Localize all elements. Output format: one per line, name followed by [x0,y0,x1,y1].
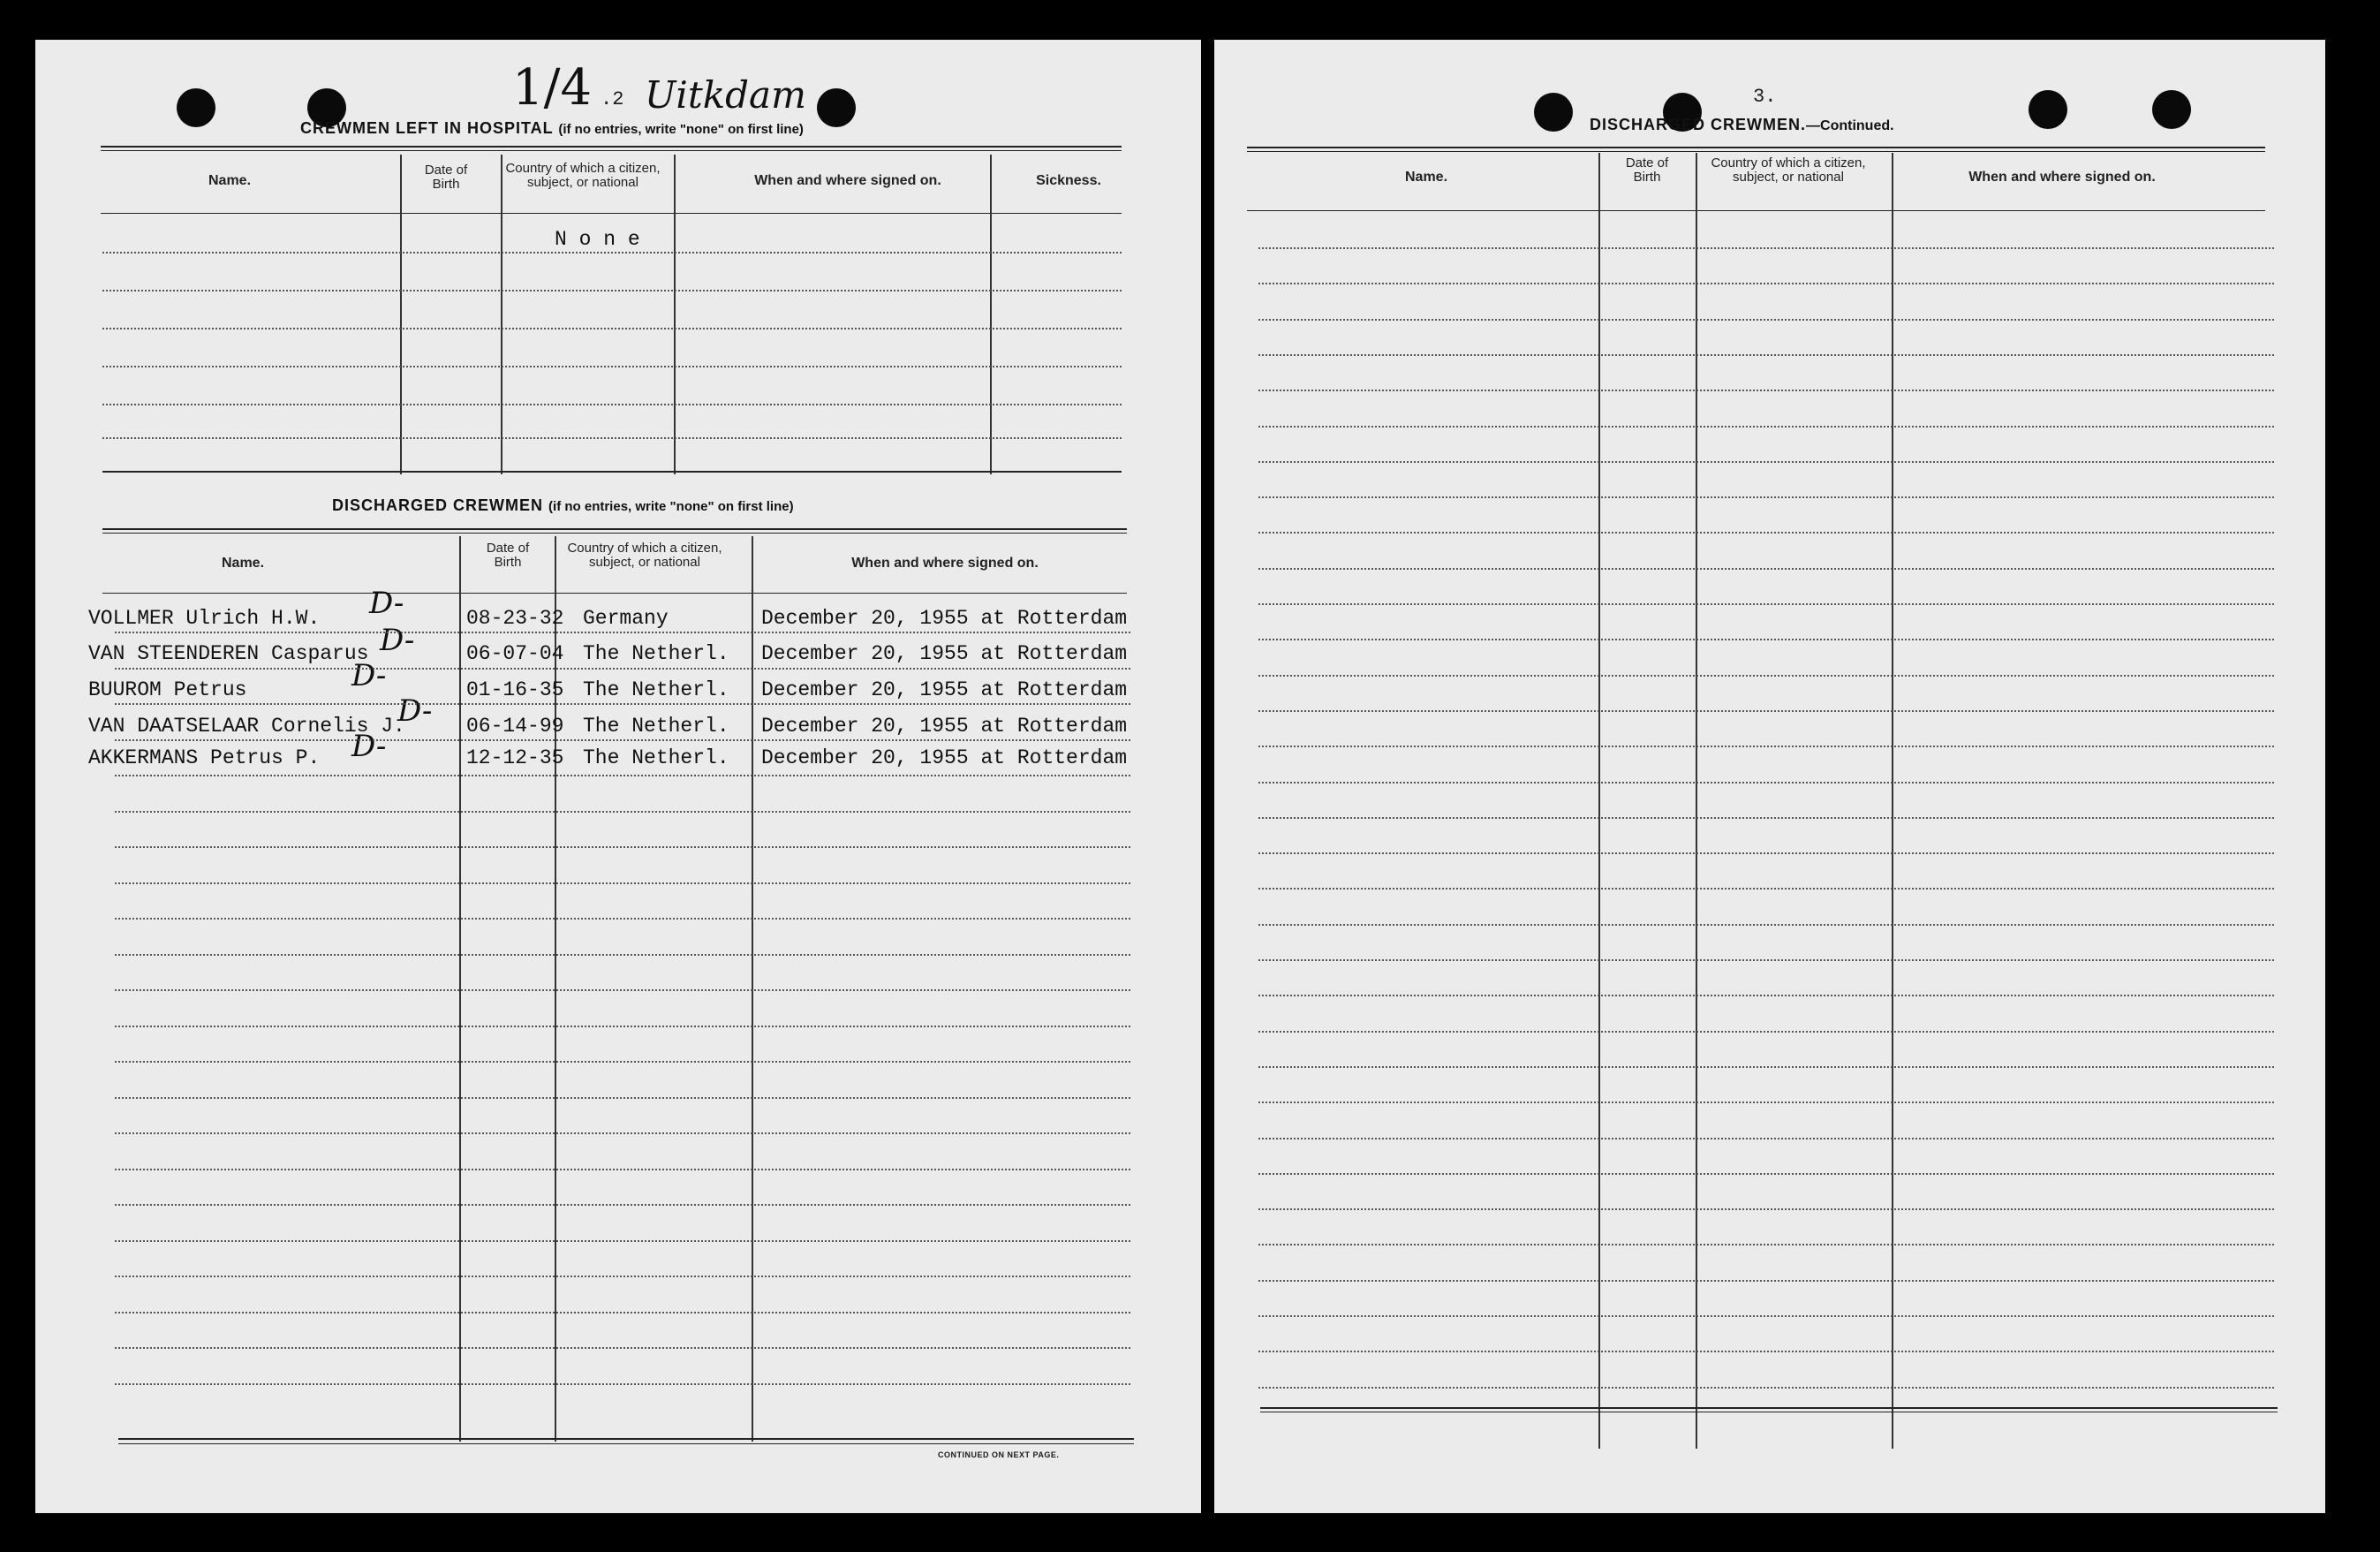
discharged-header-signed: When and where signed on. [851,556,1039,571]
entry-line [1258,496,2274,498]
crew-name: VOLLMER Ulrich H.W. [88,607,321,630]
rule [1247,151,2265,152]
hospital-header-signed: When and where signed on. [754,173,941,188]
right-title-text: DISCHARGED CREWMEN. [1590,116,1807,133]
column-divider [1696,153,1697,1449]
handwritten-mark: D- [351,729,387,764]
entry-line [102,290,1122,291]
discharged-header-name: Name. [221,556,265,571]
entry-line [1258,1066,2274,1068]
crew-name: VAN STEENDEREN Casparus [88,642,369,665]
entry-line [1258,924,2274,926]
rule [1247,210,2265,211]
discharged-title-note: (if no entries, write "none" on first line) [548,499,794,514]
crew-name: VAN DAATSELAAR Cornelis J. [88,715,405,738]
entry-line [115,739,1130,741]
hospital-title-note: (if no entries, write "none" on first line) [558,122,804,137]
rule [1260,1407,2278,1409]
entry-line [1258,995,2274,996]
entry-line [1258,532,2274,534]
entry-line [115,954,1130,956]
entry-line [115,1276,1130,1277]
crew-dob: 08-23-32 [466,607,564,630]
rule [102,533,1127,534]
entry-line [1258,1387,2274,1389]
entry-line [1258,1138,2274,1139]
punch-hole [2029,90,2067,129]
entry-line [1258,675,2274,677]
page-number: 3. [1753,86,1777,108]
crew-country: The Netherl. [583,678,729,701]
entry-line [1258,568,2274,570]
rule [102,528,1127,530]
right-header-country: Country of which a citizen, subject, or national [1711,155,1866,185]
entry-line [1258,354,2274,356]
column-divider [1892,153,1893,1449]
crew-dob: 01-16-35 [466,678,564,701]
entry-line [115,703,1130,705]
handwritten-mark: D- [380,623,415,658]
right-header-signed: When and where signed on. [1968,170,2156,185]
entry-line [1258,390,2274,391]
rule [102,471,1122,473]
entry-line [1258,782,2274,784]
entry-line [1258,247,2274,249]
entry-line [1258,426,2274,428]
entry-line [115,882,1130,884]
column-divider [674,155,676,474]
entry-line [115,918,1130,920]
entry-line [115,1132,1130,1134]
hospital-header-dob: Date of Birth [424,163,468,192]
left-page [35,40,1201,1513]
column-divider [400,155,402,474]
entry-line [1258,888,2274,890]
entry-line [115,668,1130,670]
entry-line [1258,1244,2274,1245]
handwritten-mark: D- [351,658,387,693]
entry-line [115,1347,1130,1349]
hospital-header-sickness: Sickness. [1036,173,1101,188]
right-page [1214,40,2325,1513]
entry-line [1258,852,2274,854]
rule [1247,147,2265,148]
entry-line [115,1240,1130,1242]
entry-line [102,437,1122,439]
entry-line [115,775,1130,776]
punch-hole [177,88,215,127]
entry-line [115,1204,1130,1206]
right-section-title [1590,116,1894,134]
discharged-section-title [332,496,794,515]
entry-line [102,328,1122,329]
crew-dob: 06-14-99 [466,715,564,738]
crew-signed: December 20, 1955 at Rotterdam [761,642,1128,665]
entry-line [1258,1280,2274,1282]
punch-hole [817,88,856,127]
continued-note: CONTINUED ON NEXT PAGE. [938,1450,1060,1459]
hospital-none-entry: N o n e [555,228,640,251]
entry-line [1258,710,2274,712]
handwritten-fraction: 1/4 [512,59,593,117]
entry-line [1258,1208,2274,1210]
rule [118,1438,1134,1440]
crew-signed: December 20, 1955 at Rotterdam [761,607,1128,630]
crew-signed: December 20, 1955 at Rotterdam [761,678,1128,701]
entry-line [1258,461,2274,463]
entry-line [102,366,1122,367]
handwritten-mark: D- [397,693,433,729]
entry-line [102,404,1122,405]
crew-name: BUUROM Petrus [88,678,247,701]
entry-line [115,1383,1130,1385]
entry-line [102,252,1122,254]
entry-line [1258,1173,2274,1175]
entry-line [115,846,1130,848]
page-number: .2 [601,88,624,110]
punch-hole [2152,90,2191,129]
entry-line [1258,639,2274,640]
entry-line [1258,1102,2274,1103]
crew-country: The Netherl. [583,715,729,738]
rule [101,150,1122,151]
hospital-header-name: Name. [208,173,252,188]
rule [118,1443,1134,1444]
hospital-section-title [300,119,804,138]
rule [101,146,1122,148]
hospital-header-country: Country of which a citizen, subject, or national [505,161,661,190]
column-divider [501,155,502,474]
handwritten-port: Uitkdam [645,73,806,117]
entry-line [115,1026,1130,1027]
discharged-header-dob: Date of Birth [486,541,530,570]
hospital-title-text: CREWMEN LEFT IN HOSPITAL [300,119,554,137]
handwritten-mark: D- [369,586,404,621]
entry-line [1258,1351,2274,1352]
entry-line [1258,1315,2274,1317]
entry-line [115,632,1130,633]
crew-country: The Netherl. [583,642,729,665]
rule [101,213,1122,214]
column-divider [1598,153,1600,1449]
entry-line [115,1312,1130,1314]
entry-line [115,1169,1130,1170]
entry-line [115,989,1130,991]
entry-line [1258,959,2274,961]
entry-line [1258,746,2274,747]
entry-line [1258,283,2274,284]
entry-line [1258,319,2274,321]
discharged-title-text: DISCHARGED CREWMEN [332,496,544,514]
column-divider [990,155,992,474]
entry-line [1258,1031,2274,1033]
right-header-dob: Date of Birth [1625,155,1669,185]
crew-dob: 12-12-35 [466,746,564,769]
crew-name: AKKERMANS Petrus P. [88,746,321,769]
crew-country: Germany [583,607,669,630]
crew-signed: December 20, 1955 at Rotterdam [761,715,1128,738]
crew-signed: December 20, 1955 at Rotterdam [761,746,1128,769]
entry-line [115,1061,1130,1063]
discharged-header-country: Country of which a citizen, subject, or national [567,541,722,570]
entry-line [1258,603,2274,605]
crew-dob: 06-07-04 [466,642,564,665]
crew-country: The Netherl. [583,746,729,769]
punch-hole [1534,93,1573,132]
entry-line [115,811,1130,813]
right-header-name: Name. [1404,170,1448,185]
rule [102,593,1127,594]
entry-line [1258,817,2274,819]
entry-line [115,1097,1130,1099]
right-title-cont: —Continued. [1806,118,1894,133]
